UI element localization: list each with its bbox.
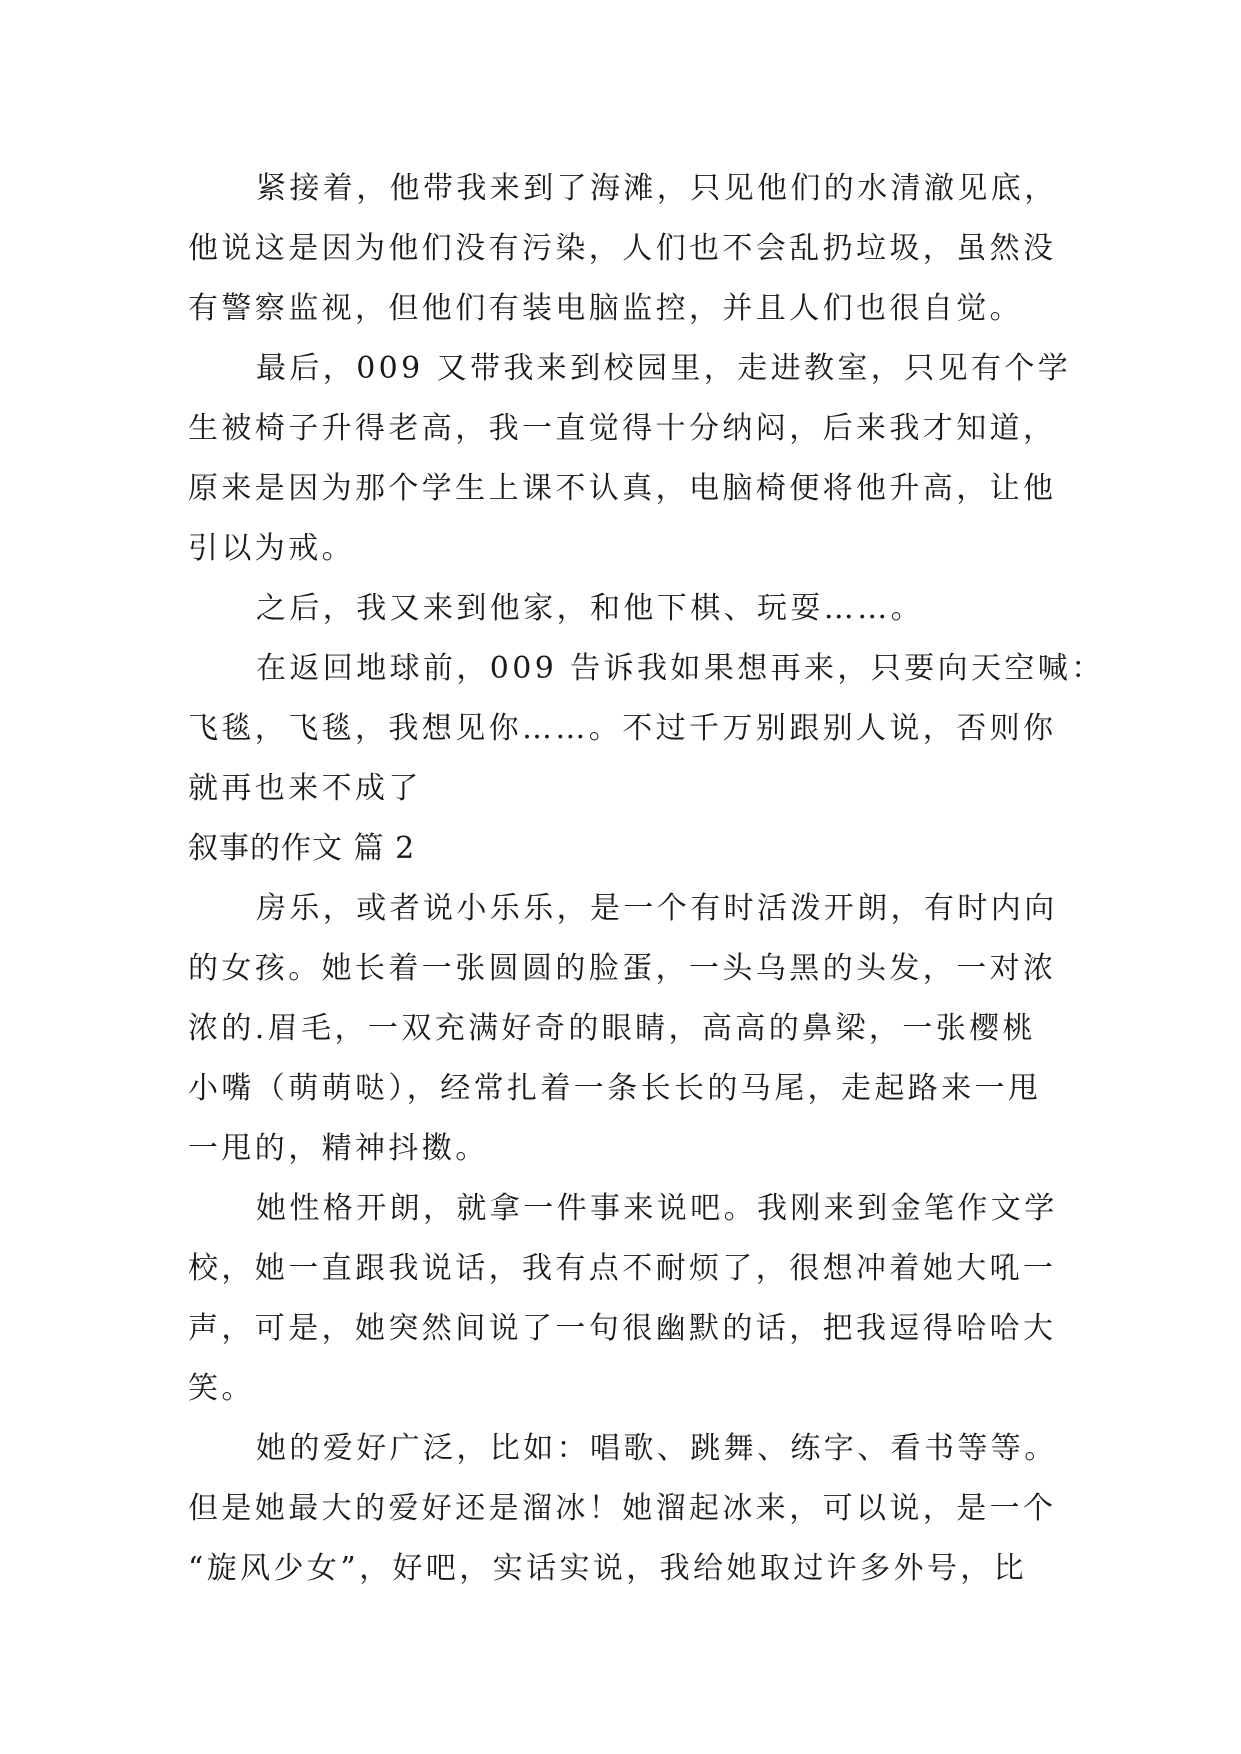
text-line: 最后，009 又带我来到校园里，走进教室，只见有个学 xyxy=(256,351,1072,386)
text-line: 浓的.眉毛，一双充满好奇的眼睛，高高的鼻梁，一张樱桃 xyxy=(188,1011,1036,1046)
text-line: 紧接着，他带我来到了海滩，只见他们的水清澈见底， xyxy=(256,171,1058,206)
text-line: 一甩的，精神抖擞。 xyxy=(188,1131,489,1166)
text-line: 他说这是因为他们没有污染，人们也不会乱扔垃圾，虽然没 xyxy=(188,231,1057,266)
text-line: 有警察监视，但他们有装电脑监控，并且人们也很自觉。 xyxy=(188,291,1023,326)
text-line: “旋风少女”，好吧，实话实说，我给她取过许多外号，比 xyxy=(188,1551,1028,1586)
text-line: 在返回地球前，009 告诉我如果想再来，只要向天空喊： xyxy=(256,651,1105,686)
text-line: 她性格开朗，就拿一件事来说吧。我刚来到金笔作文学 xyxy=(256,1191,1058,1226)
text-line: 小嘴（萌萌哒），经常扎着一条长长的马尾，走起路来一甩 xyxy=(188,1071,1042,1106)
document-body xyxy=(188,159,1105,1599)
text-line: 她的爱好广泛，比如：唱歌、跳舞、练字、看书等等。 xyxy=(256,1431,1058,1466)
text-line: 声，可是，她突然间说了一句很幽默的话，把我逗得哈哈大 xyxy=(188,1311,1057,1346)
text-line: 笑。 xyxy=(188,1371,255,1406)
section-heading: 叙事的作文 篇 2 xyxy=(188,831,416,866)
text-line: 之后，我又来到他家，和他下棋、玩耍……。 xyxy=(256,591,924,626)
text-line: 但是她最大的爱好还是溜冰！她溜起冰来，可以说，是一个 xyxy=(188,1491,1057,1526)
text-line: 的女孩。她长着一张圆圆的脸蛋，一头乌黑的头发，一对浓 xyxy=(188,951,1057,986)
text-line: 就再也来不成了 xyxy=(188,771,422,806)
text-line: 引以为戒。 xyxy=(188,531,355,566)
text-line: 原来是因为那个学生上课不认真，电脑椅便将他升高，让他 xyxy=(188,471,1057,506)
text-line: 生被椅子升得老高，我一直觉得十分纳闷，后来我才知道， xyxy=(188,411,1057,446)
text-line: 房乐，或者说小乐乐，是一个有时活泼开朗，有时内向 xyxy=(256,891,1058,926)
text-line: 飞毯，飞毯，我想见你……。不过千万别跟别人说，否则你 xyxy=(188,711,1057,746)
text-line: 校，她一直跟我说话，我有点不耐烦了，很想冲着她大吼一 xyxy=(188,1251,1057,1286)
